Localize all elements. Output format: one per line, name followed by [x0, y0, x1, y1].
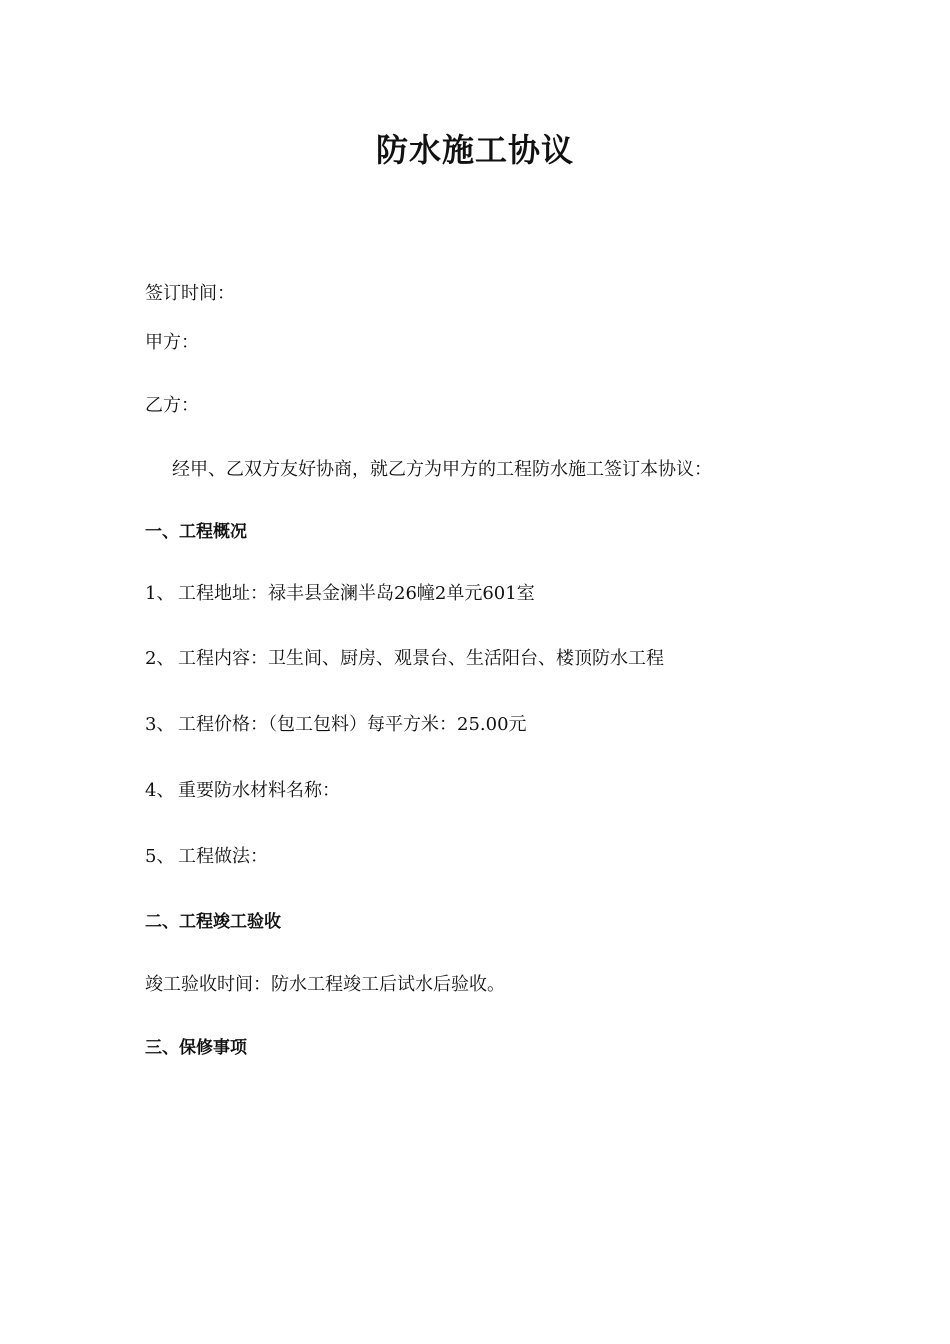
list-item-text: 工程内容：卫生间、厨房、观景台、生活阳台、楼顶防水工程 [178, 648, 664, 669]
document-title: 防水施工协议 [375, 131, 574, 169]
acceptance-paragraph: 竣工验收时间：防水工程竣工后试水后验收。 [145, 974, 505, 995]
list-item-text: 工程价格：（包工包料）每平方米：25.00元 [178, 714, 527, 735]
section2-heading: 二、工程竣工验收 [145, 912, 281, 932]
party-b-field: 乙方： [145, 395, 199, 416]
section3-heading: 三、保修事项 [145, 1038, 247, 1058]
list-item-2 [145, 647, 664, 671]
list-item-number: 5、 [145, 846, 175, 867]
list-item-1 [145, 582, 535, 606]
list-item-text: 重要防水材料名称： [178, 780, 340, 801]
list-item-number: 2、 [145, 648, 175, 669]
list-item-text: 工程做法： [178, 846, 268, 867]
list-item-number: 3、 [145, 714, 175, 735]
intro-paragraph: 经甲、乙双方友好协商，就乙方为甲方的工程防水施工签订本协议： [172, 459, 712, 480]
list-item-text: 工程地址：禄丰县金澜半岛26幢2单元601室 [178, 583, 535, 604]
list-item-number: 4、 [145, 780, 175, 801]
sign-time-field: 签订时间： [145, 283, 235, 304]
list-item-4 [145, 779, 340, 803]
section1-heading: 一、工程概况 [145, 522, 247, 542]
list-item-number: 1、 [145, 583, 175, 604]
list-item-5 [145, 845, 268, 869]
list-item-3 [145, 713, 527, 737]
party-a-field: 甲方： [145, 332, 199, 353]
